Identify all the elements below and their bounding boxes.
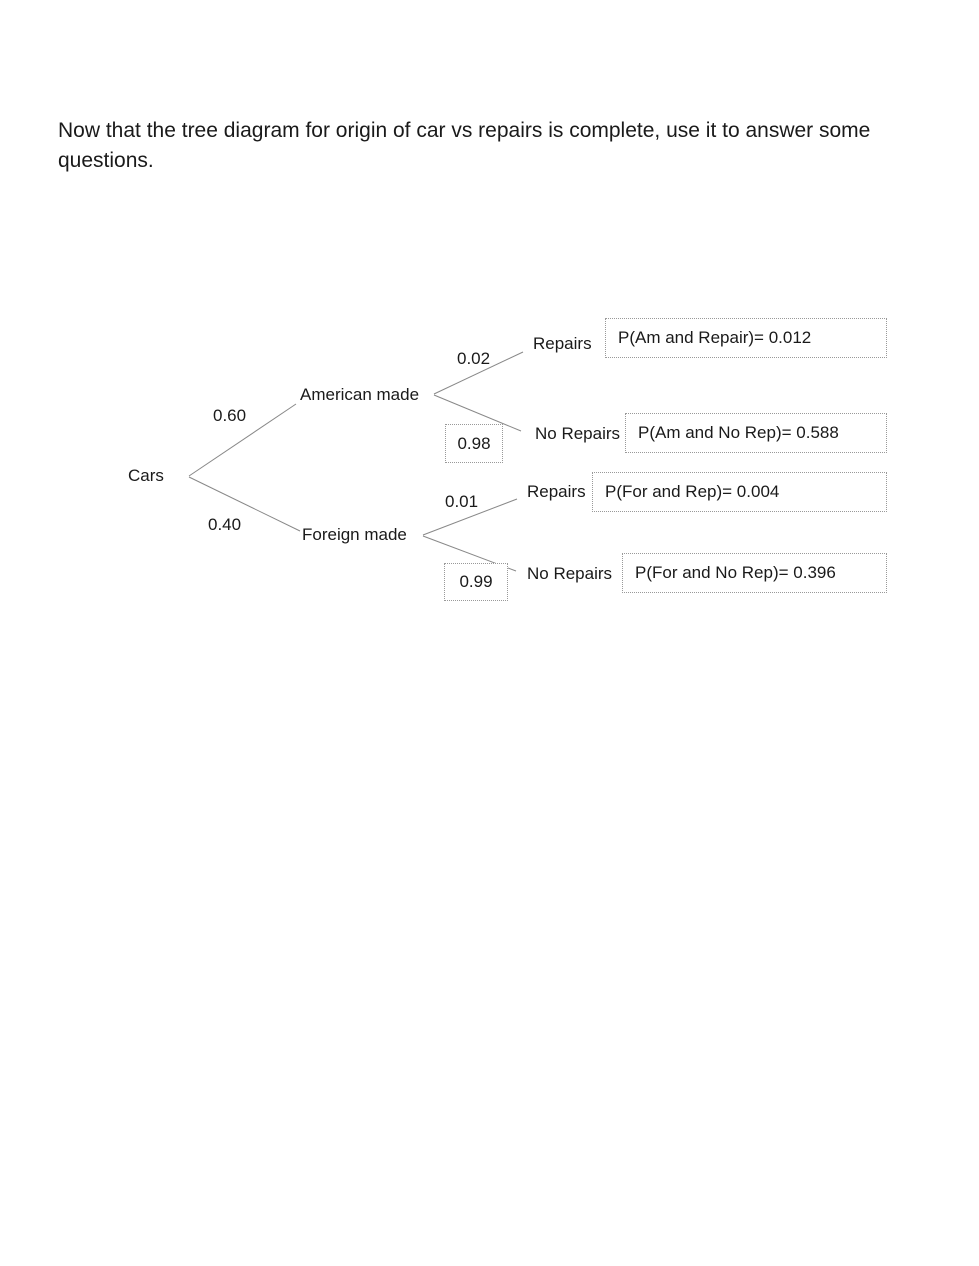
leaf-label-foreign-repairs: Repairs <box>527 482 586 501</box>
answer-box-probability-foreign-norepairs[interactable] <box>444 563 508 601</box>
answer-value-american-norepairs: 0.98 <box>457 433 491 453</box>
leaf-label-american-repairs: Repairs <box>533 334 592 353</box>
result-text-foreign-repairs: P(For and Rep)= 0.004 <box>605 482 780 501</box>
result-box-american-norepairs[interactable] <box>625 413 887 453</box>
answer-value-foreign-norepairs: 0.99 <box>459 572 493 591</box>
branch-label-american-made: American made <box>300 385 420 404</box>
result-box-american-repairs[interactable] <box>605 318 887 358</box>
branch-probability-foreign: 0.40 <box>208 515 242 534</box>
leaf-label-foreign-norepairs: No Repairs <box>527 564 613 583</box>
answer-box-probability-american-norepairs[interactable] <box>445 424 503 463</box>
intro-text: Now that the tree diagram for origin of car vs repairs is complete, use it to answer some questions. <box>58 119 871 172</box>
leaf-probability-foreign-repairs: 0.01 <box>445 492 479 511</box>
result-text-foreign-norepairs: P(For and No Rep)= 0.396 <box>635 563 836 582</box>
result-box-foreign-norepairs[interactable] <box>622 553 887 593</box>
branch-probability-american: 0.60 <box>213 406 247 425</box>
branch-label-foreign-made: Foreign made <box>302 525 407 544</box>
result-text-american-repairs: P(Am and Repair)= 0.012 <box>618 328 812 347</box>
branch-line-cars-foreign <box>189 477 300 531</box>
leaf-label-american-norepairs: No Repairs <box>535 424 621 443</box>
tree-root-label: Cars <box>128 466 164 485</box>
result-box-foreign-repairs[interactable] <box>592 472 887 512</box>
result-text-american-norepairs: P(Am and No Rep)= 0.588 <box>638 423 839 442</box>
leaf-probability-american-repairs: 0.02 <box>457 349 491 368</box>
